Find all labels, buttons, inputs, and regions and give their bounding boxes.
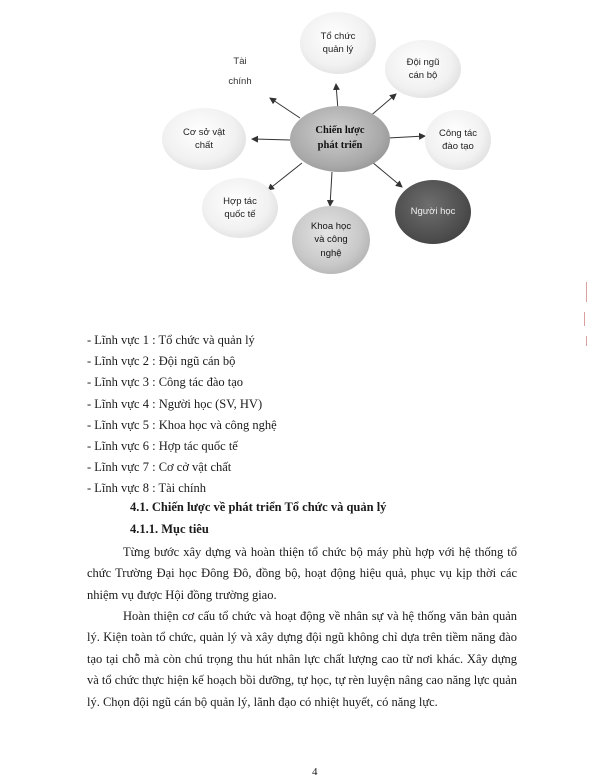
scan-mark — [586, 282, 587, 302]
node-nguoi-hoc: Người học — [395, 180, 471, 244]
list-item: - Lĩnh vực 4 : Người học (SV, HV) — [87, 396, 263, 411]
list-item: - Lĩnh vực 3 : Công tác đào tạo — [87, 375, 244, 390]
node-co-so-vat-chat: Cơ sở vật chất — [162, 108, 246, 170]
subsection-title: 4.1.1. Mục tiêu — [130, 522, 209, 536]
scan-mark — [584, 312, 585, 326]
list-item: - Lĩnh vực 6 : Hợp tác quốc tế — [87, 439, 238, 454]
center-node: Chiến lược phát triển — [290, 106, 390, 172]
section-title: 4.1. Chiến lược về phát triển Tổ chức và quản lý — [130, 500, 387, 514]
node-tai-chinh: Tài chính — [200, 40, 280, 104]
list-item: - Lĩnh vực 5 : Khoa học và công nghệ — [87, 417, 277, 432]
paragraph: Hoàn thiện cơ cấu tổ chức và hoạt động về nhân sự và hệ thống văn bản quản lý. Kiện toàn tổ chức, quản lý và xây dựng đội ngũ không chỉ dựa trên tiềm năng đào tạo tại chỗ mà còn chú trọng thu hút nhân lực chất lượng cao từ nơi khác. Xây dựng và tổ chức thực hiện kế hoạch bồi dưỡng, tự học, tự rèn luyện nâng cao năng lực quản lý. Chọn đội ngũ cán bộ quản lý, lãnh đạo có nhiệt huyết, có năng lực. — [87, 609, 517, 709]
paragraph: Từng bước xây dựng và hoàn thiện tổ chức bộ máy phù hợp với hệ thống tổ chức Trường Đại học Đông Đô, đồng bộ, hoạt động hiệu quả, phục vụ kịp thời các nhiệm vụ được Hội đồng trường giao. — [87, 545, 517, 602]
node-to-chuc-quan-ly: Tổ chức quản lý — [300, 12, 376, 74]
node-hop-tac-quoc-te: Hợp tác quốc tế — [202, 178, 278, 238]
page-number: 4 — [312, 766, 318, 778]
node-cong-tac-dao-tao: Công tác đào tạo — [425, 110, 491, 170]
areas-list — [87, 330, 277, 500]
list-item: - Lĩnh vực 1 : Tổ chức và quản lý — [87, 333, 255, 347]
node-khoa-hoc-cong-nghe: Khoa học và công nghệ — [292, 206, 370, 274]
node-doi-ngu-can-bo: Đội ngũ cán bộ — [385, 40, 461, 98]
strategy-diagram — [150, 10, 478, 275]
list-item: - Lĩnh vực 7 : Cơ cở vật chất — [87, 460, 232, 475]
list-item: - Lĩnh vực 2 : Đội ngũ cán bộ — [87, 354, 236, 369]
list-item: - Lĩnh vực 8 : Tài chính — [87, 481, 207, 496]
scan-mark — [586, 336, 587, 346]
